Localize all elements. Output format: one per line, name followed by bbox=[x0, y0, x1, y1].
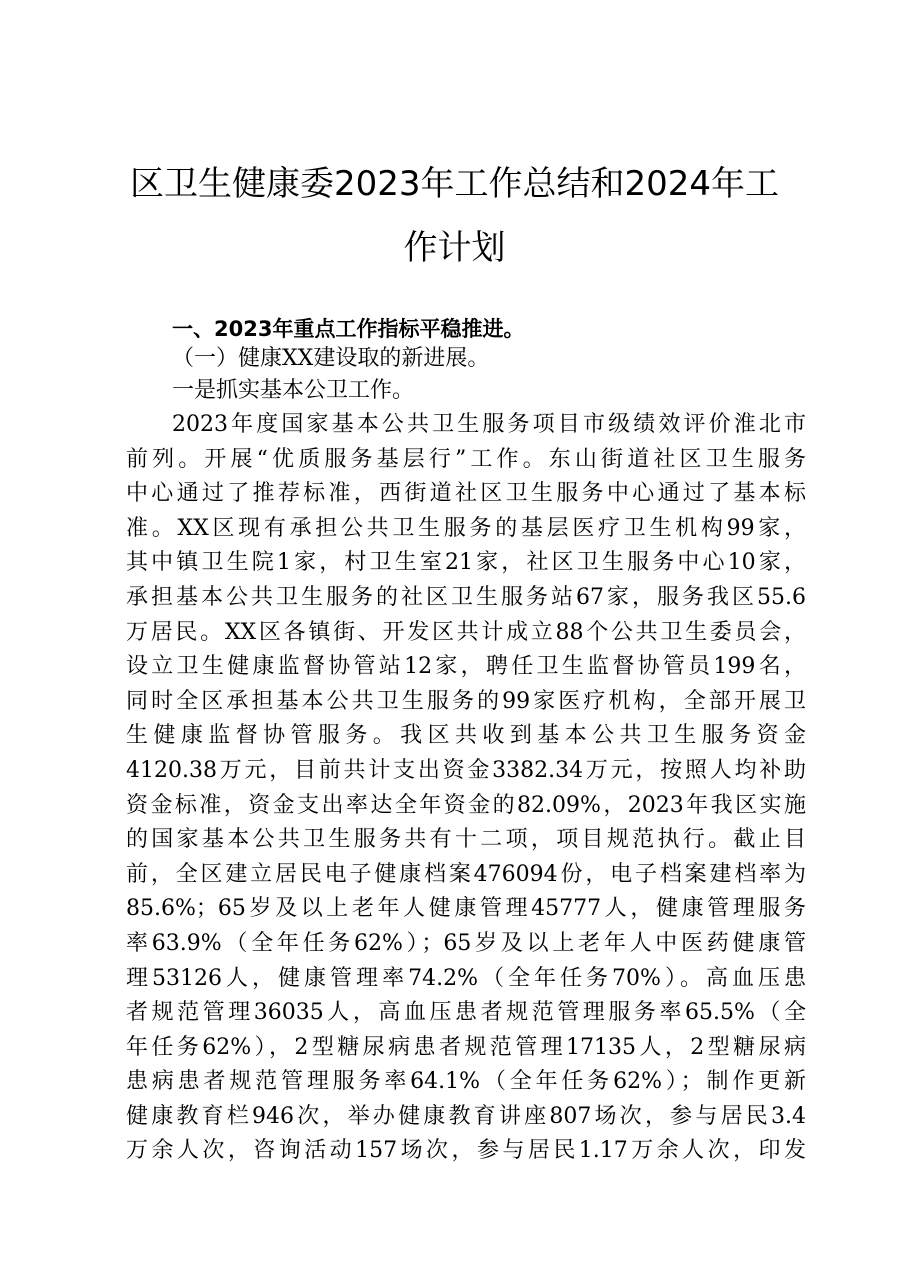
paragraph-line: 健康教育栏946次，举办健康教育讲座807场次，参与居民3.4 bbox=[126, 1103, 806, 1129]
paragraph-line: 前，全区建立居民电子健康档案476094份，电子档案建档率为 bbox=[126, 861, 806, 887]
document-title-line-2: 作计划 bbox=[403, 228, 506, 268]
subsection-heading: （一）健康XX建设取的新进展。 bbox=[172, 346, 490, 371]
paragraph-line: 理53126人，健康管理率74.2%（全年任务70%）。高血压患 bbox=[126, 965, 806, 991]
paragraph-line: 的国家基本公共卫生服务共有十二项，项目规范执行。截止目 bbox=[126, 827, 806, 853]
paragraph-line: 万居民。XX区各镇街、开发区共计成立88个公共卫生委员会， bbox=[126, 619, 806, 645]
paragraph-line: 前列。开展“优质服务基层行”工作。东山街道社区卫生服务 bbox=[126, 446, 806, 472]
paragraph-line: 其中镇卫生院1家，村卫生室21家，社区卫生服务中心10家， bbox=[126, 550, 806, 576]
paragraph-line: 设立卫生健康监督协管站12家，聘任卫生监督协管员199名， bbox=[126, 654, 806, 680]
paragraph-line: 万余人次，咨询活动157场次，参与居民1.17万余人次，印发 bbox=[126, 1138, 806, 1164]
paragraph-line: 患病患者规范管理服务率64.1%（全年任务62%）；制作更新 bbox=[126, 1069, 806, 1095]
paragraph-line: 4120.38万元，目前共计支出资金3382.34万元，按照人均补助 bbox=[126, 757, 806, 783]
paragraph-line: 率63.9%（全年任务62%）；65岁及以上老年人中医药健康管 bbox=[126, 930, 806, 956]
section-heading: 一、2023年重点工作指标平稳推进。 bbox=[172, 317, 525, 341]
document-title-line-1: 区卫生健康委2023年工作总结和2024年工 bbox=[129, 164, 780, 204]
paragraph-line: 承担基本公共卫生服务的社区卫生服务站67家，服务我区55.6 bbox=[126, 584, 806, 610]
paragraph-line: 生健康监督协管服务。我区共收到基本公共卫生服务资金 bbox=[126, 723, 806, 749]
paragraph-line: 年任务62%），2型糖尿病患者规范管理17135人，2型糖尿病 bbox=[126, 1034, 806, 1060]
paragraph-line: 资金标准，资金支出率达全年资金的82.09%，2023年我区实施 bbox=[126, 792, 806, 818]
paragraph-line: 准。XX区现有承担公共卫生服务的基层医疗卫生机构99家， bbox=[126, 515, 806, 541]
paragraph-line: 中心通过了推荐标准，西街道社区卫生服务中心通过了基本标 bbox=[126, 481, 806, 507]
item-heading: 一是抓实基本公卫工作。 bbox=[172, 378, 415, 403]
paragraph-line: 者规范管理36035人，高血压患者规范管理服务率65.5%（全 bbox=[126, 1000, 806, 1026]
paragraph-line: 85.6%；65岁及以上老年人健康管理45777人，健康管理服务 bbox=[126, 896, 806, 922]
paragraph-line: 同时全区承担基本公共卫生服务的99家医疗机构，全部开展卫 bbox=[126, 688, 806, 714]
paragraph-line: 2023年度国家基本公共卫生服务项目市级绩效评价淮北市 bbox=[172, 412, 806, 437]
body-paragraph bbox=[126, 408, 806, 1169]
